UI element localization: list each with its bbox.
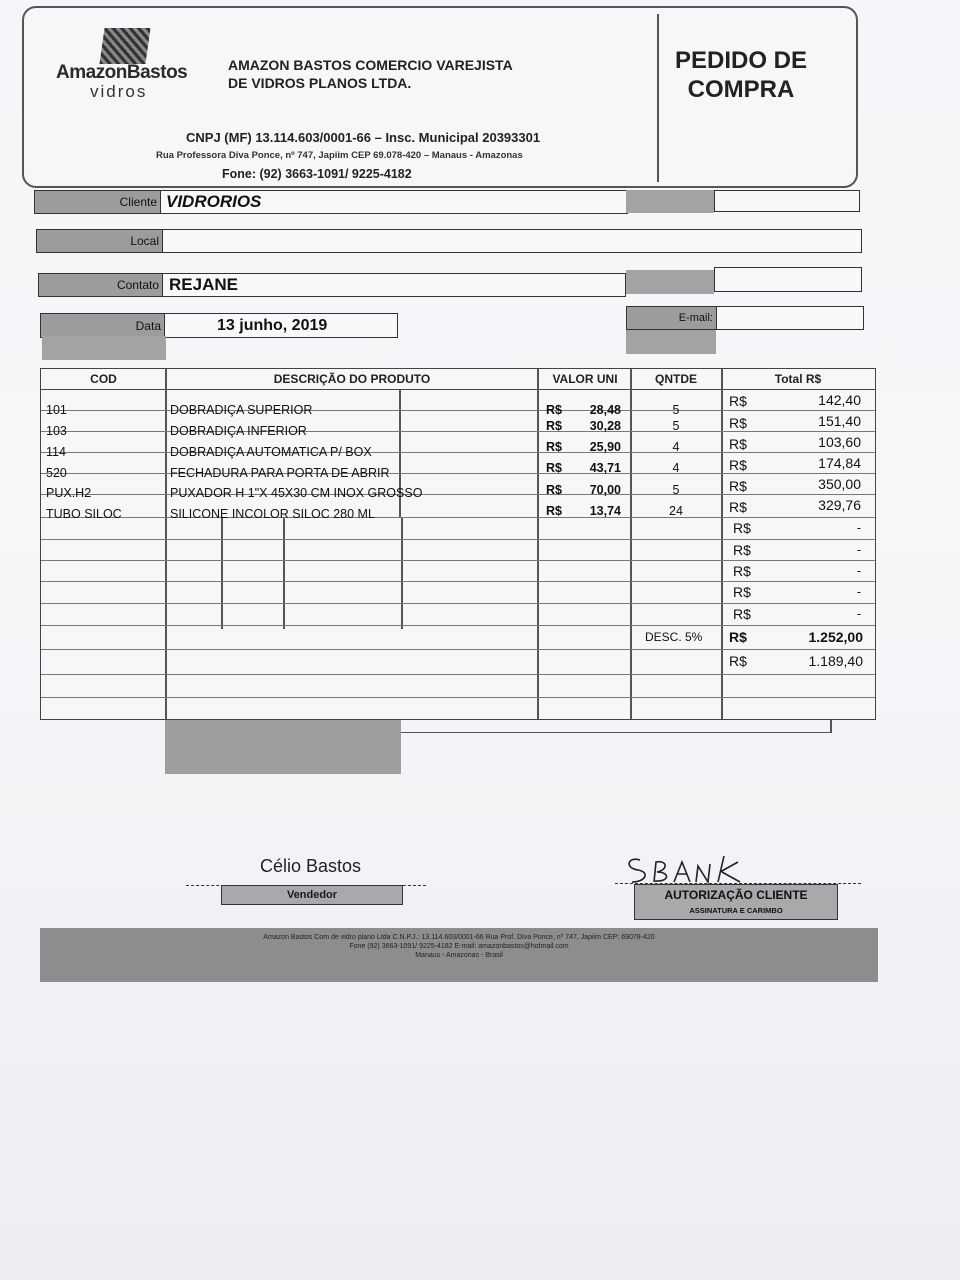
data-value: 13 junho, 2019 bbox=[217, 316, 328, 334]
col-cod: COD bbox=[90, 372, 117, 386]
subtotal-currency: R$ bbox=[729, 629, 747, 645]
footer-line1: Amazon Bastos Com de vidro plano Ltda C.N.P.J.: 13.114.603/0001-66 Rua Prof. Diva Ponce, nº 747, Japiim CEP: 69078-420 bbox=[263, 934, 655, 941]
client-authorization-box bbox=[634, 884, 838, 920]
final-total-value: 1.189,40 bbox=[808, 653, 863, 669]
footer-band bbox=[40, 928, 878, 982]
company-phone: Fone: (92) 3663-1091/ 9225-4182 bbox=[222, 167, 412, 181]
logo-glass-icon bbox=[99, 28, 150, 64]
local-field bbox=[36, 229, 862, 253]
client-signature-icon bbox=[610, 848, 780, 888]
observations-gray-box bbox=[165, 720, 401, 774]
company-logo bbox=[56, 28, 196, 102]
document-title: PEDIDO DE COMPRA bbox=[674, 47, 808, 103]
cliente-extra-box bbox=[714, 190, 860, 212]
email-shadow-gray bbox=[626, 330, 716, 354]
logo-name: AmazonBastos bbox=[56, 62, 188, 83]
cliente-extra-gray bbox=[626, 190, 714, 213]
final-currency: R$ bbox=[729, 653, 747, 669]
cliente-value: VIDRORIOS bbox=[166, 192, 262, 211]
company-address: Rua Professora Diva Ponce, nº 747, Japiim CEP 69.078-420 – Manaus - Amazonas bbox=[156, 150, 523, 161]
contato-extra-box bbox=[714, 267, 862, 292]
footer-line2: Fone (92) 3663-1091/ 9225-4182 E-mail: amazonbastos@hotmail.com bbox=[349, 943, 569, 950]
table-underline bbox=[400, 732, 830, 733]
cliente-field bbox=[34, 190, 628, 214]
auth-subtitle: ASSINATURA E CARIMBO bbox=[689, 906, 783, 915]
table-vline bbox=[401, 517, 403, 629]
footer-line3: Manaus - Amazonas - Brasil bbox=[415, 952, 503, 959]
local-label: Local bbox=[37, 230, 163, 252]
col-qntde: QNTDE bbox=[655, 372, 697, 386]
company-cnpj: CNPJ (MF) 13.114.603/0001-66 – Insc. Municipal 20393301 bbox=[186, 130, 541, 145]
table-vline bbox=[221, 517, 223, 629]
company-name: AMAZON BASTOS COMERCIO VAREJISTA DE VIDROS PLANOS LTDA. bbox=[228, 57, 513, 91]
order-items-table: COD DESCRIÇÃO DO PRODUTO VALOR UNI QNTDE Total R$ 101 DOBRADIÇA SUPERIOR R$ 28,48 5 R$ 142,40 103 DOBRADIÇA INFERIOR R$ 30,28 5 R$ 151,40 114 DOBRADIÇA AUTOMATICA P/ BOX R$ 25,90 4 R$ 103,60 520 FECHADURA PARA PORTA DE ABRIR R$ 43,71 4 R$ 174,84 PUX.H2 PUXADOR H 1"X 45X30 CM INOX GROSSO R$ 70,00 5 R$ 350,00 TUBO SILOC SILICONE INCOLOR SILOC 280 ML R$ 13,74 24 R$ 329,76 R$ - R$ - R$ - R$ - R$ - DESC. 5% R$ 1.252,00 R$ 1.189,40 bbox=[40, 368, 876, 720]
logo-subtitle: vidros bbox=[90, 82, 148, 101]
subtotal-value: 1.252,00 bbox=[808, 629, 863, 645]
contato-label: Contato bbox=[39, 274, 163, 296]
cliente-label: Cliente bbox=[35, 191, 161, 213]
contato-extra-gray bbox=[626, 270, 714, 294]
discount-label: DESC. 5% bbox=[645, 630, 703, 644]
contato-field bbox=[38, 273, 626, 297]
data-shadow-gray bbox=[42, 336, 166, 360]
seller-label: Vendedor bbox=[221, 885, 403, 905]
table-vline bbox=[537, 369, 539, 719]
email-field bbox=[626, 306, 864, 330]
col-descricao: DESCRIÇÃO DO PRODUTO bbox=[273, 372, 431, 386]
table-vline bbox=[165, 369, 167, 719]
data-field bbox=[40, 313, 398, 338]
col-valor-uni: VALOR UNI bbox=[552, 372, 618, 386]
email-label: E-mail: bbox=[627, 307, 717, 329]
table-vline bbox=[721, 369, 723, 719]
header-divider bbox=[657, 14, 659, 182]
col-total: Total R$ bbox=[774, 372, 822, 386]
seller-name: Célio Bastos bbox=[260, 856, 362, 876]
data-label: Data bbox=[41, 314, 165, 337]
table-vline bbox=[283, 517, 285, 629]
auth-title: AUTORIZAÇÃO CLIENTE bbox=[664, 888, 808, 902]
contato-value: REJANE bbox=[169, 275, 238, 294]
